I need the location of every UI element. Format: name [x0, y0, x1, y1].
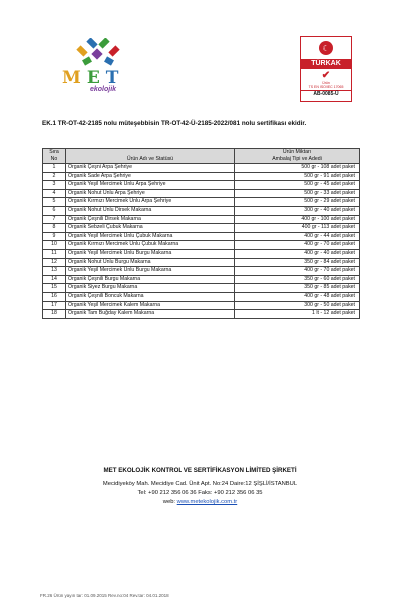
- row-pkg: 400 gr - 113 adet paket: [235, 224, 360, 233]
- row-no: 15: [43, 284, 66, 293]
- logo-subtitle: ekolojik: [90, 86, 117, 93]
- header-pkg: Ürün Miktarı Ambalaj Tipi ve Adedi: [235, 149, 360, 164]
- company-phone: Tel: +90 212 356 06 36 Faks: +90 212 356 06 35: [137, 490, 263, 496]
- table-row: [43, 258, 360, 267]
- badge-line-2: TS EN ISO/IEC 17065: [308, 85, 344, 89]
- row-pkg: 400 gr - 44 adet paket: [235, 232, 360, 241]
- row-no: 17: [43, 301, 66, 310]
- row-name: Organik Yeşil Mercimek Unlu Çubuk Makarna: [66, 232, 235, 241]
- row-no: 9: [43, 232, 66, 241]
- badge-code: AB-0085-Ü: [301, 90, 351, 98]
- row-no: 1: [43, 164, 66, 173]
- row-no: 5: [43, 198, 66, 207]
- row-pkg: 500 gr - 108 adet paket: [235, 164, 360, 173]
- table-row: [43, 267, 360, 276]
- web-link[interactable]: www.metekolojik.com.tr: [176, 499, 238, 505]
- logo-wordmark: [62, 68, 124, 88]
- row-pkg: 350 gr - 84 adet paket: [235, 258, 360, 267]
- table-row: [43, 164, 360, 173]
- row-pkg: 400 gr - 70 adet paket: [235, 241, 360, 250]
- row-no: 4: [43, 189, 66, 198]
- badge-name: TÜRKAK: [301, 59, 351, 69]
- row-pkg: 400 gr - 100 adet paket: [235, 215, 360, 224]
- row-pkg: 1 lt - 12 adet paket: [235, 310, 360, 319]
- company-address: Mecidiyeköy Mah. Mecidiye Cad. Ünit Apt. No:24 Daire:12 ŞİŞLİ/İSTANBUL: [102, 481, 298, 487]
- table-row: [43, 292, 360, 301]
- certificate-heading: EK.1 TR-OT-42-2185 nolu müteşebbisin TR-OT-42-Ü-2185-2022/081 nolu sertifikası ekidir.: [42, 120, 307, 127]
- row-name: Organik Nohut Unlu Arpa Şehriye: [66, 189, 235, 198]
- row-name: Organik Yeşil Mercimek Unlu Arpa Şehriye: [66, 181, 235, 190]
- row-no: 3: [43, 181, 66, 190]
- checkmark-icon: ✔: [321, 69, 331, 81]
- web-label: web:: [162, 499, 176, 505]
- row-name: Organik Çeşnili Boncuk Makarna: [66, 292, 235, 301]
- row-name: Organik Yeşil Mercimek Kalem Makarna: [66, 301, 235, 310]
- row-pkg: 500 gr - 29 adet paket: [235, 198, 360, 207]
- row-name: Organik Yeşil Mercimek Unlu Burgu Makarna: [66, 267, 235, 276]
- row-pkg: 400 gr - 70 adet paket: [235, 267, 360, 276]
- crescent-star-icon: ☾: [319, 41, 333, 55]
- table-row: [43, 241, 360, 250]
- company-web: [0, 498, 400, 507]
- table-row: [43, 249, 360, 258]
- row-no: 16: [43, 292, 66, 301]
- row-name: Organik Yeşil Mercimek Unlu Burgu Makarna: [66, 249, 235, 258]
- table-row: [43, 206, 360, 215]
- document-code: FR.26 Ürün yayın tar: 01.09.2015 Rev.no:04 Rev.tar: 04.01.2018: [40, 593, 169, 598]
- row-name: Organik Kırmızı Mercimek Unlu Arpa Şehriye: [66, 198, 235, 207]
- table-row: [43, 232, 360, 241]
- row-pkg: 300 gr - 50 adet paket: [235, 301, 360, 310]
- logo-letter-m: M: [62, 68, 87, 88]
- row-pkg: 300 gr - 40 adet paket: [235, 206, 360, 215]
- row-name: Organik Sade Arpa Şehriye: [66, 172, 235, 181]
- row-name: Organik Çeşni Arpa Şehriye: [66, 164, 235, 173]
- row-pkg: 500 gr - 91 adet paket: [235, 172, 360, 181]
- row-no: 18: [43, 310, 66, 319]
- row-no: 14: [43, 275, 66, 284]
- row-no: 13: [43, 267, 66, 276]
- row-name: Organik Çeşnili Dirsek Makarna: [66, 215, 235, 224]
- table-row: [43, 181, 360, 190]
- row-name: Organik Nohut Unlu Dirsek Makarna: [66, 206, 235, 215]
- footer: [0, 466, 400, 507]
- row-pkg: 350 gr - 60 adet paket: [235, 275, 360, 284]
- table-body: [43, 164, 360, 319]
- company-name: MET EKOLOJİK KONTROL VE SERTİFİKASYON LİMİTED ŞİRKETİ: [103, 467, 297, 474]
- table-row: [43, 189, 360, 198]
- row-name: Organik Tam Buğday Kalem Makarna: [66, 310, 235, 319]
- row-no: 7: [43, 215, 66, 224]
- table-row: [43, 310, 360, 319]
- table-row: [43, 224, 360, 233]
- table-header-row: [43, 149, 360, 164]
- logo-letter-e: E: [86, 68, 106, 88]
- table-row: [43, 284, 360, 293]
- row-name: Organik Kırmızı Mercimek Unlu Çubuk Makarna: [66, 241, 235, 250]
- row-no: 6: [43, 206, 66, 215]
- header-no: Sıra No: [43, 149, 66, 164]
- row-pkg: 500 gr - 33 adet paket: [235, 189, 360, 198]
- row-pkg: 350 gr - 85 adet paket: [235, 284, 360, 293]
- row-name: Organik Nohut Unlu Burgu Makarna: [66, 258, 235, 267]
- row-pkg: 400 gr - 48 adet paket: [235, 292, 360, 301]
- product-table: [42, 148, 360, 319]
- row-pkg: 400 gr - 40 adet paket: [235, 249, 360, 258]
- turkak-badge: [300, 36, 352, 102]
- row-no: 12: [43, 258, 66, 267]
- row-name: Organik Siyez Burgu Makarna: [66, 284, 235, 293]
- table-row: [43, 198, 360, 207]
- logo-letter-t: T: [105, 68, 125, 88]
- header-name: Ürün Adı ve Statüsü: [66, 149, 235, 164]
- row-pkg: 500 gr - 45 adet paket: [235, 181, 360, 190]
- table-row: [43, 275, 360, 284]
- table-row: [43, 215, 360, 224]
- row-no: 10: [43, 241, 66, 250]
- table-row: [43, 301, 360, 310]
- row-no: 8: [43, 224, 66, 233]
- row-no: 2: [43, 172, 66, 181]
- row-name: Organik Sebzeli Çubuk Makarna: [66, 224, 235, 233]
- badge-line-1: Ürün: [322, 81, 330, 85]
- row-no: 11: [43, 249, 66, 258]
- table-row: [43, 172, 360, 181]
- row-name: Organik Çeşnili Burgu Makarna: [66, 275, 235, 284]
